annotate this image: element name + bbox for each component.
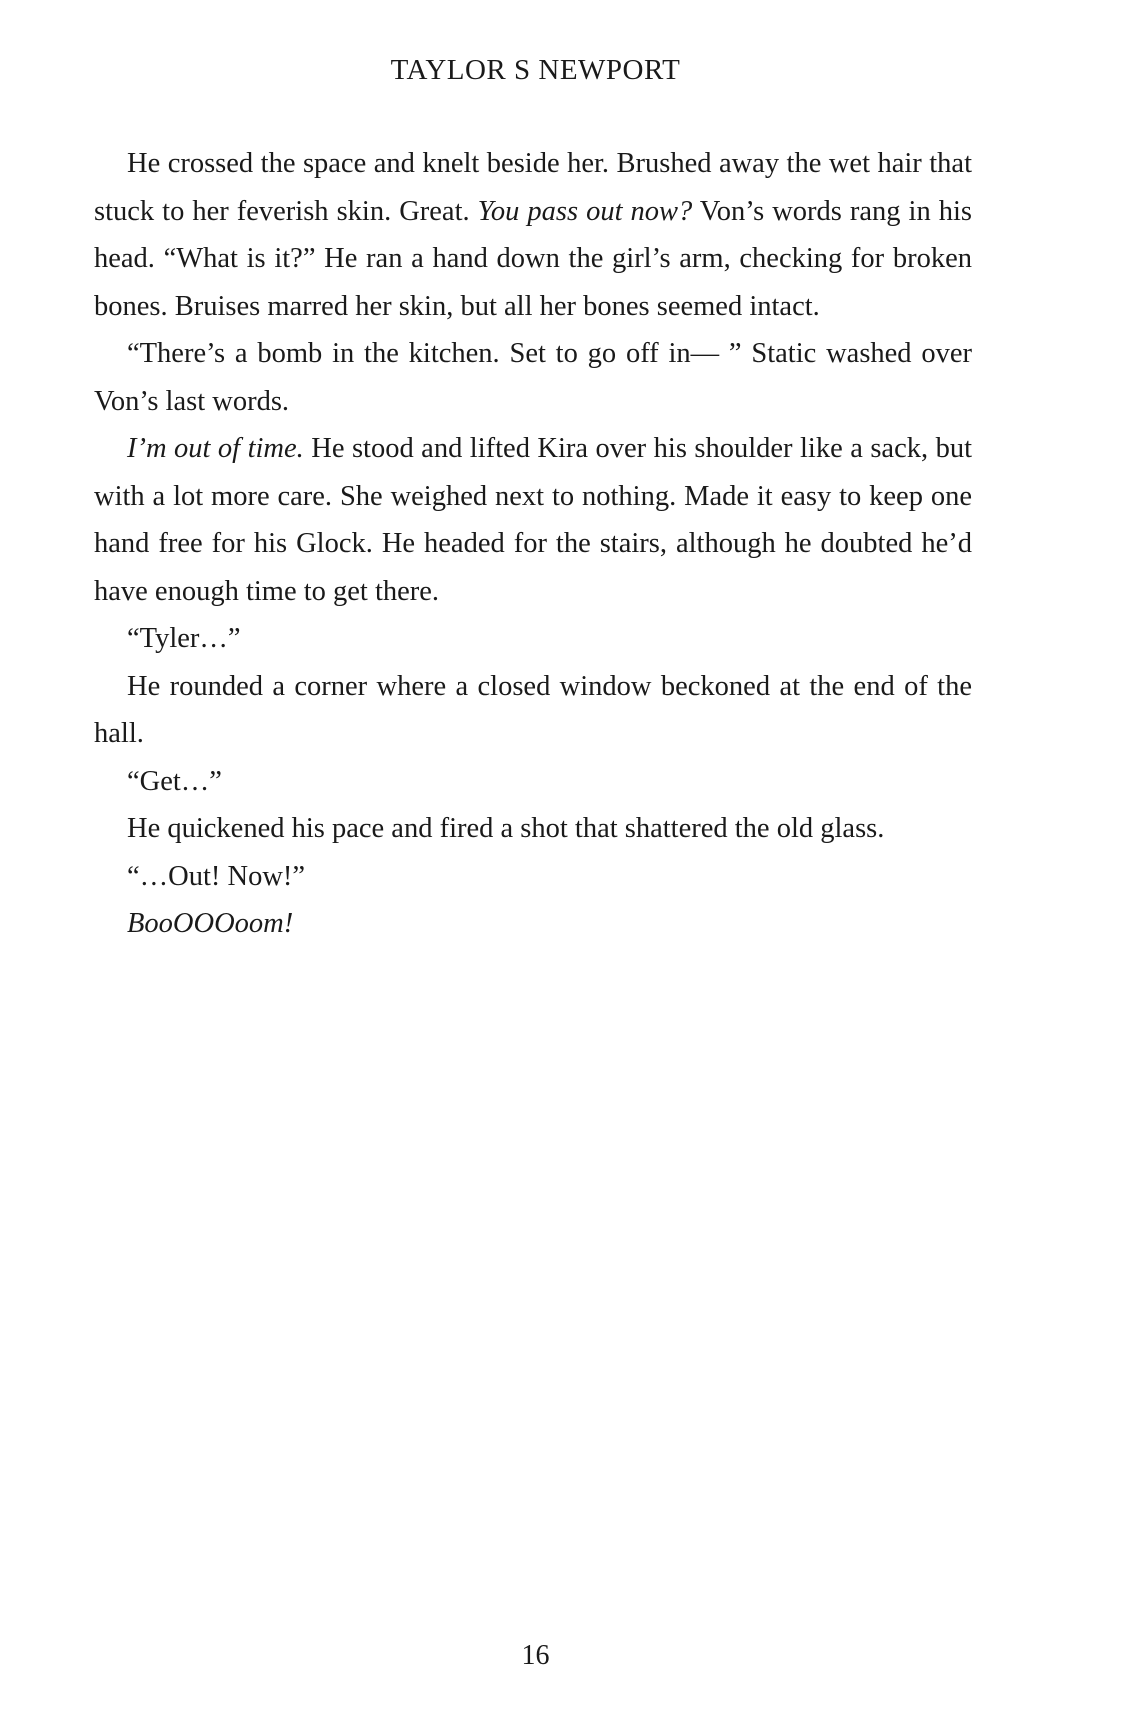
paragraph-1-text-a: He crossed the space and knelt beside her. Brushed away the wet hair that stuck to her feverish skin. Great. [94, 148, 972, 227]
paragraph-3 [94, 425, 972, 615]
paragraph-3-text: He stood and lifted Kira over his shoulder like a sack, but with a lot more care. She weighed next to nothing. Made it easy to keep one hand free for his Glock. He headed for the stairs, although he doubted he’d have enough time to get there. [94, 433, 972, 607]
paragraph-9 [94, 900, 972, 948]
paragraph-1 [94, 140, 972, 330]
running-header: TAYLOR S NEWPORT [390, 54, 681, 86]
paragraph-9-italic: BooOOOoom! [127, 908, 294, 939]
paragraph-6: “Get…” [127, 765, 222, 797]
paragraph-5: He rounded a corner where a closed window beckoned at the end of the hall. [94, 670, 972, 749]
page-number: 16 [521, 1640, 550, 1671]
paragraph-4: “Tyler…” [127, 623, 241, 654]
paragraph-7: He quickened his pace and fired a shot that shattered the old glass. [127, 813, 885, 844]
paragraph-1-italic: You pass out now? [477, 195, 693, 227]
paragraph-2: “There’s a bomb in the kitchen. Set to go off in— ” Static washed over Von’s last words. [94, 338, 972, 417]
paragraph-3-italic: I’m out of time. [127, 433, 304, 464]
paragraph-1-text-b: Von’s words rang in his head. “What is it?” He ran a hand down the girl’s arm, checking for broken bones. Bruises marred her skin, but all her bones seemed intact. [94, 195, 973, 322]
paragraph-8: “…Out! Now!” [127, 860, 306, 892]
body-text [94, 140, 972, 948]
